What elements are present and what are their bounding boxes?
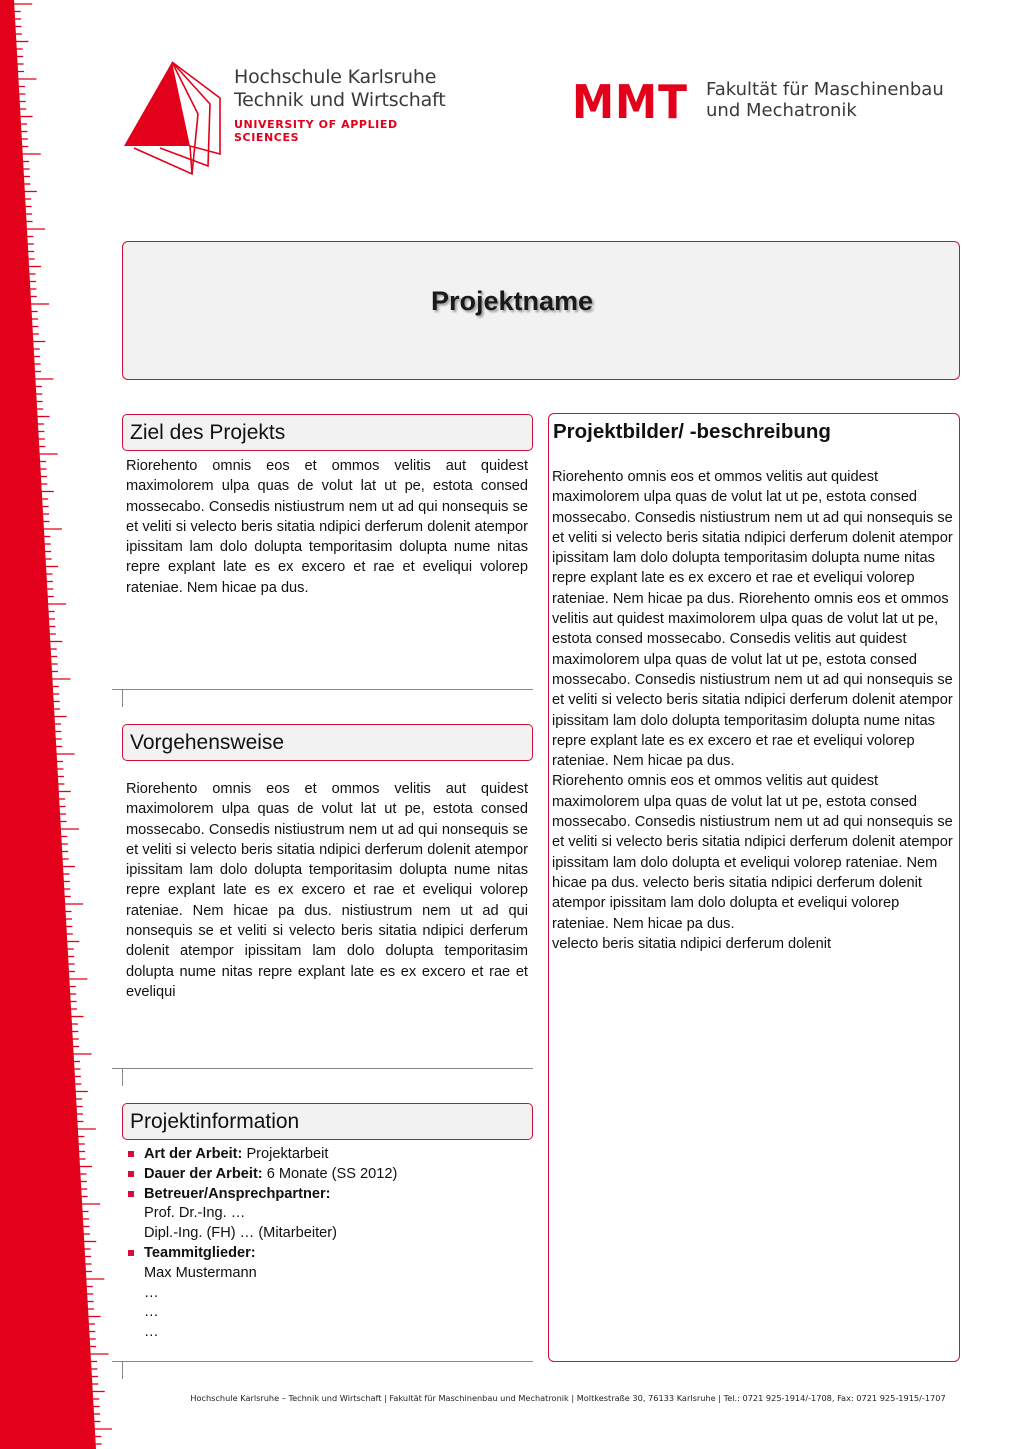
red-ruler-decoration	[0, 0, 112, 1449]
bullet-icon	[128, 1171, 134, 1177]
footer: Hochschule Karlsruhe – Technik und Wirtschaft | Fakultät für Maschinenbau und Mechatronik | Moltkestraße 30, 76133 Karlsruhe | Tel.: 0721 925-1914/-1708, Fax: 0721 925-1915/-1707	[190, 1393, 946, 1403]
bullet-icon	[128, 1191, 134, 1197]
info-value: Prof. Dr.-Ing. …	[144, 1205, 246, 1222]
list-item	[126, 1165, 528, 1185]
info-label: Dauer der Arbeit:	[144, 1165, 263, 1182]
list-item	[126, 1145, 528, 1165]
info-label: Teammitglieder:	[144, 1244, 256, 1261]
section-divider	[112, 1068, 533, 1069]
info-value: 6 Monate (SS 2012)	[262, 1165, 398, 1182]
section-divider	[112, 689, 533, 690]
mmt-logo	[572, 76, 972, 132]
mmt-letters: MMT	[572, 75, 688, 129]
hska-tagline: UNIVERSITY OF APPLIED SCIENCES	[234, 118, 398, 144]
hska-name-line2: Technik und Wirtschaft	[234, 89, 446, 111]
list-item	[126, 1185, 528, 1244]
section-body-vorgehen: Riorehento omnis eos et ommos velitis aut quidest maximolorem ulpa quas de volut lat ut pe, estota consed mossecabo. Consedis nistiustrum nem ut ad qui nonsequis se et veliti si velecto beris sitatia ndipici derferum dolenit atempor ipissitam lam dolo dolupta temporitasim dolupta nume nitas repre explant late es ex excero et rae et eveliqui volorep rateniae. Nem hicae pa dus. nistiustrum nem ut ad qui nonsequis se et veliti si velecto beris sitatia ndipici derferum dolenit atempor ipissitam lam dolo dolupta temporitasim dolupta nume nitas repre explant late es ex excero et rae et eveliqui	[126, 781, 528, 1000]
paragraph: Riorehento omnis eos et ommos velitis aut quidest maximolorem ulpa quas de volut lat ut pe, estota consed mossecabo. Consedis nistiustrum nem ut ad qui nonsequis se et veliti si velecto beris sitatia ndipici derferum dolenit atempor ipissitam lam dolo dolupta temporitasim dolupta nume nitas repre explant late es ex excero et rae et eveliqui volorep rateniae. Nem hicae pa dus. Riorehento omnis eos et ommos velitis aut quidest maximolorem ulpa quas de volut lat ut pe, estota consed mossecabo. Consedis velitis aut quidest maximolorem ulpa quas de volut lat ut pe, estota consed mossecabo. Consedis nistiustrum nem ut ad qui nonsequis se et veliti si velecto beris sitatia ndipici derferum dolenit atempor ipissitam lam dolo dolupta temporitasim dolupta nume nitas repre explant late es ex excero et rae et eveliqui volorep rateniae. Nem hicae pa dus.	[552, 469, 953, 770]
section-heading-ziel: Ziel des Projekts	[122, 414, 533, 451]
section-divider	[112, 1361, 533, 1362]
bullet-icon	[128, 1250, 134, 1256]
divider-tick	[122, 1361, 123, 1379]
section-body-ziel: Riorehento omnis eos et ommos velitis aut quidest maximolorem ulpa quas de volut lat ut pe, estota consed mossecabo. Consedis nistiustrum nem ut ad qui nonsequis se et veliti si velecto beris sitatia ndipici derferum dolenit atempor ipissitam lam dolo dolupta temporitasim dolupta nume nitas repre explant late es ex excero et rae et eveliqui volorep rateniae. Nem hicae pa dus.	[126, 458, 528, 596]
hska-logo-mark	[120, 58, 230, 182]
paragraph: Riorehento omnis eos et ommos velitis aut quidest maximolorem ulpa quas de volut lat ut pe, estota consed mossecabo. Consedis nistiustrum nem ut ad qui nonsequis se et veliti si velecto beris sitatia ndipici derferum dolenit atempor ipissitam lam dolo dolupta et eveliqui volorep rateniae. Nem hicae pa dus. velecto beris sitatia ndipici derferum dolenit atempor ipissitam lam dolo dolupta et eveliqui volorep rateniae. Nem hicae pa dus.	[552, 773, 953, 932]
info-label: Betreuer/Ansprechpartner:	[144, 1185, 331, 1202]
section-heading-bilder: Projektbilder/ -beschreibung	[553, 420, 831, 443]
bullet-icon	[128, 1151, 134, 1157]
info-value: Max Mustermann	[144, 1264, 257, 1281]
hska-logo	[120, 58, 460, 182]
info-value: …	[144, 1304, 159, 1321]
info-value: Dipl.-Ing. (FH) … (Mitarbeiter)	[144, 1225, 337, 1242]
divider-tick	[122, 689, 123, 707]
project-info-list	[126, 1145, 528, 1343]
section-body-bilder	[552, 467, 954, 954]
info-value: Projektarbeit	[242, 1146, 329, 1162]
hska-name-line1: Hochschule Karlsruhe	[234, 66, 437, 88]
divider-tick	[122, 1068, 123, 1086]
info-label: Art der Arbeit:	[144, 1146, 243, 1162]
mmt-faculty-line2: und Mechatronik	[706, 100, 857, 121]
list-item	[126, 1244, 528, 1343]
mmt-faculty-line1: Fakultät für Maschinenbau	[706, 79, 944, 100]
info-value: …	[144, 1324, 159, 1341]
page-title: Projektname	[430, 286, 594, 316]
section-heading-vorgehen: Vorgehensweise	[122, 724, 533, 761]
info-value: …	[144, 1284, 159, 1301]
section-heading-info: Projektinformation	[122, 1103, 533, 1140]
paragraph: velecto beris sitatia ndipici derferum dolenit	[552, 935, 832, 952]
